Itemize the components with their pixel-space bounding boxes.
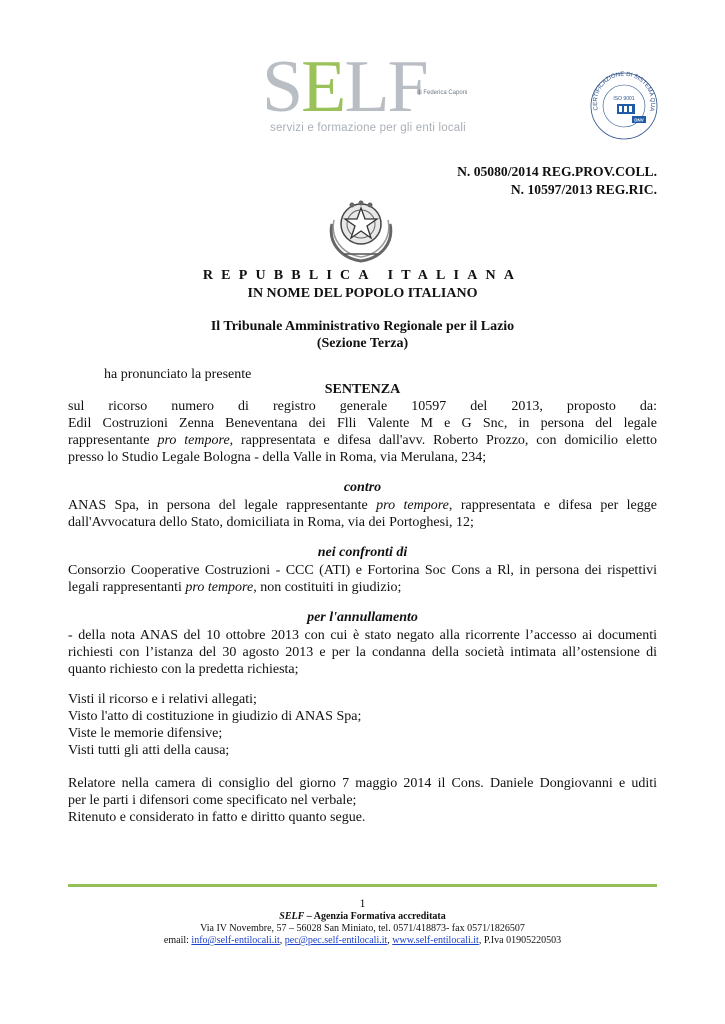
contro-heading: contro	[343, 480, 382, 495]
visti-line-3: Viste le memorie difensive;	[68, 726, 223, 741]
logo-letter-e: E	[301, 46, 345, 128]
nei-confronti-line-2	[68, 579, 657, 596]
ricorso-line-1: sul ricorso numero di registro generale 10597 del 2013, proposto da:	[68, 399, 657, 414]
cert-mark-text: DNV	[634, 117, 644, 123]
footer-agency	[68, 911, 657, 922]
website-link[interactable]: www.self-entilocali.it	[392, 935, 479, 946]
footer-divider	[68, 884, 657, 887]
contro-text: , rappresentata e difesa per legge	[448, 498, 657, 513]
email-link-pec[interactable]: pec@pec.self-entilocali.it	[284, 935, 388, 946]
visti-line-1: Visti il ricorso e i relativi allegati;	[68, 692, 257, 707]
visti-line-4: Visti tutti gli atti della causa;	[68, 743, 230, 758]
ricorso-line-2: Edil Costruzioni Zenna Beneventana dei Flli Valente M e G Snc, in persona del legale	[68, 416, 657, 431]
footer-address: Via IV Novembre, 57 – 56028 San Miniato, tel. 0571/418873- fax 0571/1826507	[200, 923, 525, 934]
contro-line-1	[68, 497, 657, 514]
footer-piva: , P.Iva 01905220503	[478, 935, 562, 946]
footer-separator: ,	[279, 935, 285, 946]
heading-section: (Sezione Terza)	[316, 336, 409, 351]
logo-letter-s: S	[262, 46, 302, 128]
contro-text: ANAS Spa, in persona del legale rappresentante	[68, 498, 377, 513]
ricorso-line-3	[68, 432, 657, 449]
ref-reg-ric: N. 10597/2013 REG.RIC.	[510, 182, 657, 197]
footer-separator: ,	[387, 935, 393, 946]
page-number: 1	[359, 896, 366, 910]
ricorso-line-4: presso lo Studio Legale Bologna - della Valle in Roma, via Merulana, 234;	[68, 450, 487, 465]
relatore-line-3: Ritenuto e considerato in fatto e diritto quanto segue.	[68, 810, 366, 825]
ricorso-text: rappresentante	[68, 433, 158, 448]
logo-letters-lf: LF	[344, 46, 427, 128]
ref-prov-coll: N. 05080/2014 REG.PROV.COLL.	[457, 164, 657, 179]
logo-byline: di Federica Caponi	[417, 90, 468, 96]
annullamento-heading: per l'annullamento	[307, 610, 418, 625]
italian-republic-emblem-icon	[322, 194, 400, 264]
intro-text: ha pronunciato la presente	[104, 367, 252, 382]
heading-court: Il Tribunale Amministrativo Regionale per il Lazio	[210, 319, 515, 334]
sentenza-heading: SENTENZA	[324, 382, 401, 397]
heading-people: IN NOME DEL POPOLO ITALIANO	[247, 286, 478, 301]
nei-confronti-line-1: Consorzio Cooperative Costruzioni - CCC (ATI) e Fortorina Soc Cons a Rl, in persona dei rispettivi	[68, 563, 657, 578]
footer-contacts	[68, 935, 657, 946]
visti-line-2: Visto l'atto di costituzione in giudizio di ANAS Spa;	[68, 709, 362, 724]
relatore-line-1: Relatore nella camera di consiglio del giorno 7 maggio 2014 il Cons. Daniele Dongiovanni e uditi	[68, 776, 657, 791]
self-logo	[262, 46, 468, 142]
contro-italic: pro tempore	[376, 498, 449, 513]
heading-republic: REPUBBLICA ITALIANA	[202, 268, 523, 283]
email-link-info[interactable]: info@self-entilocali.it	[191, 935, 280, 946]
certification-seal-icon	[588, 70, 660, 142]
annullamento-line-3: quanto richiesto con la predetta richiesta;	[68, 662, 299, 677]
logo-wordmark	[262, 46, 427, 128]
nei-confronti-text: legali rappresentanti	[68, 580, 186, 595]
cert-ring-text: CERTIFICAZIONE DI SISTEMA QUA	[592, 71, 656, 112]
footer-agency-name: SELF	[279, 911, 305, 922]
logo-tagline: servizi e formazione per gli enti locali	[270, 122, 466, 134]
nei-confronti-italic: pro tempore	[185, 580, 254, 595]
nei-confronti-text: , non costituiti in giudizio;	[253, 580, 402, 595]
ricorso-italic: pro tempore	[157, 433, 230, 448]
annullamento-line-1: - della nota ANAS del 10 ottobre 2013 con cui è stato negato alla ricorrente l’accesso ai documenti	[68, 628, 657, 643]
contro-line-2: dall'Avvocatura dello Stato, domiciliata in Roma, via dei Portoghesi, 12;	[68, 515, 474, 530]
relatore-line-2: per le parti i difensori come specificato nel verbale;	[68, 793, 357, 808]
footer-agency-desc: – Agenzia Formativa accreditata	[304, 911, 446, 922]
footer-email-label: email:	[163, 935, 192, 946]
annullamento-line-2: richiesti con l’istanza del 30 agosto 2013 e per la condanna della società intimata all’ostensione di	[68, 645, 657, 660]
cert-iso-text: ISO 9001	[613, 96, 635, 102]
nei-confronti-heading: nei confronti di	[317, 545, 408, 560]
ricorso-text: , rappresentata e difesa dall'avv. Roberto Prozzo, con domicilio eletto	[229, 433, 657, 448]
